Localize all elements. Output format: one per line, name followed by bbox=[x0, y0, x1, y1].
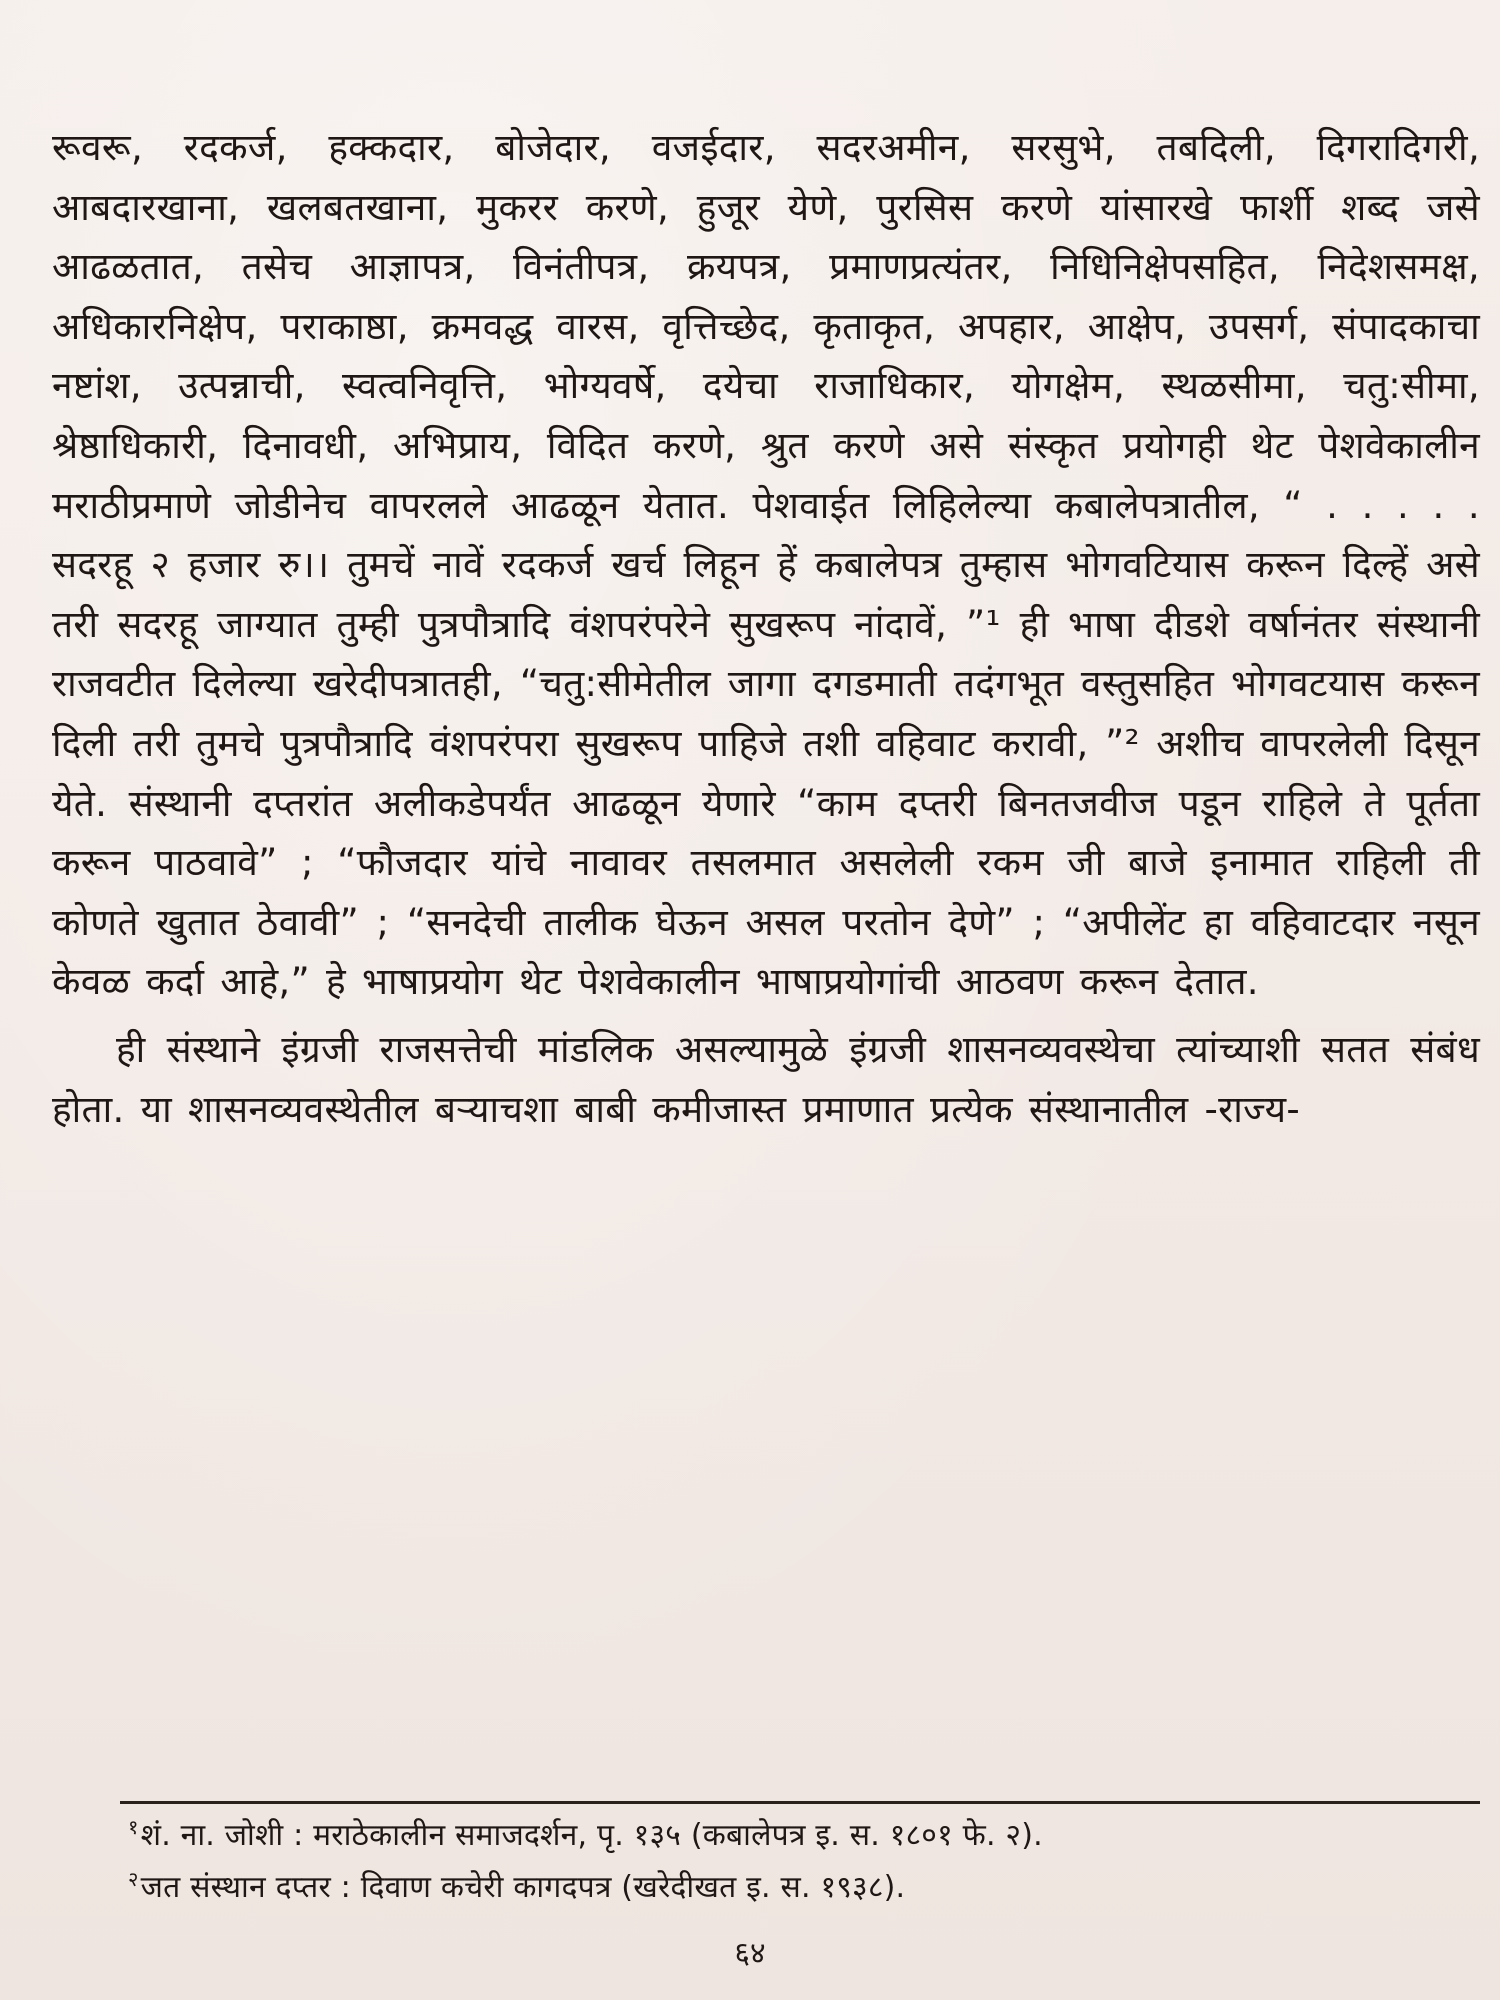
footnote-1-text: शं. ना. जोशी : मराठेकालीन समाजदर्शन, पृ. १३५ (कबालेपत्र इ. स. १८०१ फे. २). bbox=[140, 1818, 1043, 1853]
paragraph-1: रूवरू, रदकर्ज, हक्कदार, बोजेदार, वजईदार, सदरअमीन, सरसुभे, तबदिली, दिगरादिगरी, आबदारखाना, खलबतखाना, मुकरर करणे, हुजूर येणे, पुरसिस करणे यांसारखे फार्शी शब्द जसे आढळतात, तसेच आज्ञापत्र, विनंतीपत्र, क्रयपत्र, प्रमाणप्रत्यंतर, निधिनिक्षेपसहित, निदेशसमक्ष, अधिकारनिक्षेप, पराकाष्ठा, क्रमवद्ध वारस, वृत्तिच्छेद, कृताकृत, अपहार, आक्षेप, उपसर्ग, संपादकाचा नष्टांश, उत्पन्नाची, स्वत्वनिवृत्ति, भोग्यवर्षे, दयेचा राजाधिकार, योगक्षेम, स्थळसीमा, चतु:सीमा, श्रेष्ठाधिकारी, दिनावधी, अभिप्राय, विदित करणे, श्रुत करणे असे संस्कृत प्रयोगही थेट पेशवेकालीन मराठीप्रमाणे जोडीनेच वापरलले आढळून येतात. पेशवाईत लिहिलेल्या कबालेपत्रातील, “ . . . . . सदरहू २ हजार रु।। तुमचें नावें रदकर्ज खर्च लिहून हें कबालेपत्र तुम्हास भोगवटियास करून दिल्हें असे तरी सदरहू जाग्यात तुम्ही पुत्रपौत्रादि वंशपरंपरेने सुखरूप नांदावें, ”¹ ही भाषा दीडशे वर्षानंतर संस्थानी राजवटीत दिलेल्या खरेदीपत्रातही, “चतु:सीमेतील जागा दगडमाती तदंगभूत वस्तुसहित भोगवटयास करून दिली तरी तुमचे पुत्रपौत्रादि वंशपरंपरा सुखरूप पाहिजे तशी वहिवाट करावी, ”² अशीच वापरलेली दिसून येते. संस्थानी दप्तरांत अलीकडेपर्यंत आढळून येणारे “काम दप्तरी बिनतजवीज पडून राहिले ते पूर्तता करून पाठवावे” ; “फौजदार यांचे नावावर तसलमात असलेली रकम जी बाजे इनामात राहिली ती कोणते खुतात ठेवावी” ; “सनदेची तालीक घेऊन असल परतोन देणे” ; “अपीलेंट हा वहिवाटदार नसून केवळ कर्दा आहे,” हे भाषाप्रयोग थेट पेशवेकालीन भाषाप्रयोगांची आठवण करून देतात. bbox=[52, 126, 1480, 1004]
footnote-2-text: जत संस्थान दप्तर : दिवाण कचेरी कागदपत्र (खरेदीखत इ. स. १९३८). bbox=[140, 1870, 906, 1905]
footnote-1-marker: १ bbox=[128, 1815, 139, 1839]
paragraph-2: ही संस्थाने इंग्रजी राजसत्तेची मांडलिक असल्यामुळे इंग्रजी शासनव्यवस्थेचा त्यांच्याशी सतत संबंध होता. या शासनव्यवस्थेतील बऱ्याचशा बाबी कमीजास्त प्रमाणात प्रत्येक संस्थानातील -राज्य- bbox=[52, 1027, 1480, 1131]
footnote-divider bbox=[120, 1801, 1480, 1804]
footnote-2-marker: २ bbox=[128, 1867, 139, 1891]
page-number: ६४ bbox=[734, 1936, 766, 1971]
main-text bbox=[52, 118, 1480, 1139]
footnotes bbox=[60, 1812, 1480, 1912]
footnote-2 bbox=[60, 1864, 1480, 1912]
footnote-1 bbox=[60, 1812, 1480, 1860]
